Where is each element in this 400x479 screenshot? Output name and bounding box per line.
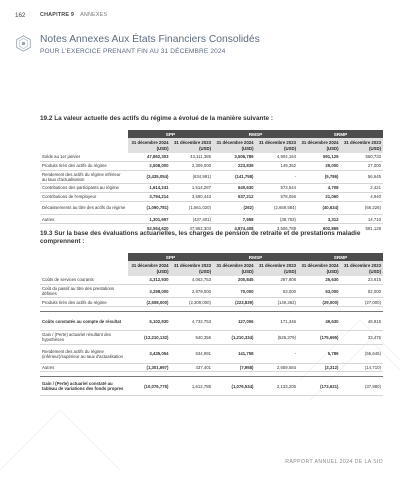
row-label: Produits tirés des actifs du régime: [40, 161, 128, 170]
table-cell: 4,732,753: [171, 312, 214, 331]
table-cell: (262): [213, 201, 256, 215]
table-cell: (1,301,697): [128, 363, 171, 372]
row-label: Décaissements au titre des actifs du régime: [40, 201, 128, 215]
table-cell: (1,210,334): [213, 331, 256, 345]
table-cell: (2,508,000): [128, 298, 171, 307]
table-cell: 52,000: [341, 284, 384, 298]
table-cell: (2,659,584): [256, 201, 299, 215]
row-label: Autres: [40, 363, 128, 372]
group-rmsp: RMSP: [213, 253, 298, 261]
section-19-2-title: [40, 115, 273, 122]
row-label: Coûts constatés au compte de résultat: [40, 312, 128, 331]
column-header: 31 décembre 2023 (USD): [171, 261, 214, 276]
table-cell: 223,839: [213, 161, 256, 170]
table-cell: (223,839): [213, 298, 256, 307]
total-cell: (173,621): [298, 377, 341, 396]
table-cell: 2,979,000: [171, 284, 214, 298]
table-cell: 23,915: [341, 276, 384, 284]
column-header: 31 décembre 2024 (USD): [213, 138, 256, 153]
total-cell: 591,129: [341, 223, 384, 234]
table-cell: 4,062,753: [171, 276, 214, 284]
row-label: Autres: [40, 215, 128, 224]
total-cell: (1,076,534): [213, 377, 256, 396]
table-row: [40, 276, 383, 284]
table-cell: 47,862,303: [128, 153, 171, 161]
total-cell: (10,076,775): [128, 377, 171, 396]
table-cell: 540,356: [171, 331, 214, 345]
table-cell: 7,958: [213, 215, 256, 224]
table-cell: 53,000: [256, 284, 299, 298]
table-cell: 5,102,930: [128, 312, 171, 331]
column-header: 31 décembre 2023 (USD): [256, 138, 299, 153]
table-cell: 2,659,584: [256, 363, 299, 372]
table-cell: 33,475: [341, 331, 384, 345]
subtotal-row: [40, 312, 383, 331]
total-cell: (37,880): [341, 377, 384, 396]
table-cell: 637,212: [213, 192, 256, 201]
table-cell: 3,435,054: [128, 344, 171, 363]
table-cell: (141,758): [213, 170, 256, 184]
table-cell: (634,991): [171, 170, 214, 184]
table-cell: (149,362): [256, 298, 299, 307]
table-cell: (175,695): [298, 331, 341, 345]
total-cell: 1,612,788: [171, 377, 214, 396]
table-cell: 3,506,789: [213, 153, 256, 161]
table-cell: (27,000): [341, 298, 384, 307]
column-header: 31 décembre 2024 (USD): [298, 261, 341, 276]
total-cell: 47,862,303: [171, 223, 214, 234]
pension-charges-table: [40, 253, 383, 396]
table-cell: 3,794,214: [128, 192, 171, 201]
table-cell: 437,401: [171, 363, 214, 372]
section-19-3-title: [40, 230, 370, 246]
column-header: 31 décembre 2023 (USD): [341, 261, 384, 276]
page-footer: RAPPORT ANNUEL 2024 DE LA SID: [285, 459, 383, 465]
table-cell: 1,614,241: [128, 184, 171, 193]
table-cell: (5,786): [298, 170, 341, 184]
table-cell: 171,346: [256, 312, 299, 331]
section-title-text: 19.3 Sur la base des évaluations actuarielles, les charges de pension de retraite et de prestations maladie comprennent :: [40, 230, 361, 245]
table-cell: (1,561,020): [171, 201, 214, 215]
page-number: 162: [15, 12, 26, 19]
total-cell: 2,133,205: [256, 377, 299, 396]
table-cell: 21,060: [298, 192, 341, 201]
column-header: 31 décembre 2024 (USD): [298, 138, 341, 153]
table-cell: 1,514,287: [171, 184, 214, 193]
table-cell: 43,111,385: [171, 153, 214, 161]
plan-assets-table: [40, 130, 383, 234]
table-cell: (1,090,781): [128, 201, 171, 215]
group-srmp: SRMP: [298, 253, 383, 261]
table-cell: 5,786: [298, 344, 341, 363]
table-row: [40, 331, 383, 345]
table-row: [40, 298, 383, 307]
table-cell: (2,309,000): [171, 298, 214, 307]
row-label: Coûts de services courants: [40, 276, 128, 284]
column-header: 31 décembre 2024 (USD): [128, 261, 171, 276]
table-cell: 4,904,164: [256, 153, 299, 161]
table-cell: (526,379): [256, 331, 299, 345]
table-cell: 56,645: [341, 170, 384, 184]
table-cell: 4,940: [341, 192, 384, 201]
table-cell: 14,710: [341, 215, 384, 224]
table-cell: 70,000: [213, 284, 256, 298]
total-cell: 3,506,789: [256, 223, 299, 234]
column-header: 31 décembre 2023 (USD): [171, 138, 214, 153]
table-cell: 200,845: [213, 276, 256, 284]
table-cell: 2,421: [341, 184, 384, 193]
table-row: [40, 284, 383, 298]
table-row: [40, 153, 383, 161]
table-cell: 573,544: [256, 184, 299, 193]
table-cell: 49,630: [298, 312, 341, 331]
table-row: [40, 170, 383, 184]
table-cell: (38,753): [256, 215, 299, 224]
group-spp: SPP: [128, 130, 213, 138]
table-cell: (3,312): [298, 363, 341, 372]
page-subtitle: POUR L'EXERCICE PRENANT FIN AU 31 DÉCEMBRE 2024: [40, 48, 226, 55]
table-cell: 3,298,000: [128, 284, 171, 298]
table-cell: 27,000: [341, 161, 384, 170]
row-label: Rendement des actifs du régime (inférieur)/supérieur au taux d'actualisation: [40, 344, 128, 363]
table-cell: 29,000: [298, 161, 341, 170]
row-label: Solde au 1er janvier: [40, 153, 128, 161]
total-cell: 4,874,408: [213, 223, 256, 234]
table-cell: (65,226): [341, 201, 384, 215]
chapter-title: CHAPITRE 9: [40, 12, 75, 18]
table-cell: 267,808: [256, 276, 299, 284]
column-header: 31 décembre 2024 (USD): [128, 138, 171, 153]
total-row: [40, 377, 383, 396]
row-label: Coût du passif au titre des prestations définies: [40, 284, 128, 298]
group-header-row: [40, 130, 383, 138]
chapter-label: [40, 12, 107, 18]
table-row: [40, 201, 383, 215]
page-title: Notes Annexes Aux États Financiers Consolidés: [40, 34, 260, 45]
table-cell: 578,056: [256, 192, 299, 201]
chapter-subtitle: ANNEXES: [80, 12, 108, 18]
table-cell: 127,006: [213, 312, 256, 331]
table-cell: 149,362: [256, 161, 299, 170]
column-header-row: [40, 261, 383, 276]
logo-icon: [15, 35, 32, 52]
table-cell: (56,645): [341, 344, 384, 363]
group-rmsp: RMSP: [213, 130, 298, 138]
table-cell: -: [256, 344, 299, 363]
table-cell: 3,590,443: [171, 192, 214, 201]
table-cell: (7,958): [213, 363, 256, 372]
row-label: Contributions des participants au régime: [40, 184, 128, 193]
table-cell: 3,312: [298, 215, 341, 224]
table-row: [40, 192, 383, 201]
table-row: [40, 184, 383, 193]
column-header: 31 décembre 2024 (USD): [213, 261, 256, 276]
table-row: [40, 363, 383, 372]
section-title-text: 19.2 La valeur actuelle des actifs du régime a évolué de la manière suivante :: [40, 115, 274, 122]
table-cell: (12,210,132): [128, 331, 171, 345]
table-cell: 1,301,697: [128, 215, 171, 224]
table-cell: 4,708: [298, 184, 341, 193]
table-cell: 141,758: [213, 344, 256, 363]
table-cell: 634,991: [171, 344, 214, 363]
table-cell: 25,630: [298, 276, 341, 284]
table-cell: (40,634): [298, 201, 341, 215]
table-cell: -: [256, 170, 299, 184]
group-header-row: [40, 253, 383, 261]
table-cell: 48,915: [341, 312, 384, 331]
row-label: Gain / (Perte) actuariel résultant des hypothèses: [40, 331, 128, 345]
table-cell: 591,129: [298, 153, 341, 161]
table-cell: 550,733: [341, 153, 384, 161]
table-cell: 4,312,930: [128, 276, 171, 284]
table-row: [40, 215, 383, 224]
group-srmp: SRMP: [298, 130, 383, 138]
table-cell: (14,710): [341, 363, 384, 372]
table-cell: (29,000): [298, 298, 341, 307]
row-label: Rendement des actifs du régime inférieur au taux d'actualisation: [40, 170, 128, 184]
row-label: Produits tirés des actifs du régime: [40, 298, 128, 307]
group-spp: SPP: [128, 253, 213, 261]
row-label: Contributions de l'employeur: [40, 192, 128, 201]
total-cell: 602,869: [298, 223, 341, 234]
column-header: 31 décembre 2023 (USD): [256, 261, 299, 276]
table-cell: (3,435,054): [128, 170, 171, 184]
table-cell: 2,508,000: [128, 161, 171, 170]
table-row: [40, 344, 383, 363]
total-cell: 52,554,620: [128, 223, 171, 234]
table-cell: (437,401): [171, 215, 214, 224]
column-header: 31 décembre 2023 (USD): [341, 138, 384, 153]
row-label: Gain / (Perte) actuariel constaté au tableau de variations des fonds propres: [40, 377, 128, 396]
table-cell: 53,000: [298, 284, 341, 298]
table-cell: 2,309,000: [171, 161, 214, 170]
column-header-row: [40, 138, 383, 153]
table-cell: 640,630: [213, 184, 256, 193]
table-row: [40, 161, 383, 170]
page-header: [0, 0, 400, 30]
